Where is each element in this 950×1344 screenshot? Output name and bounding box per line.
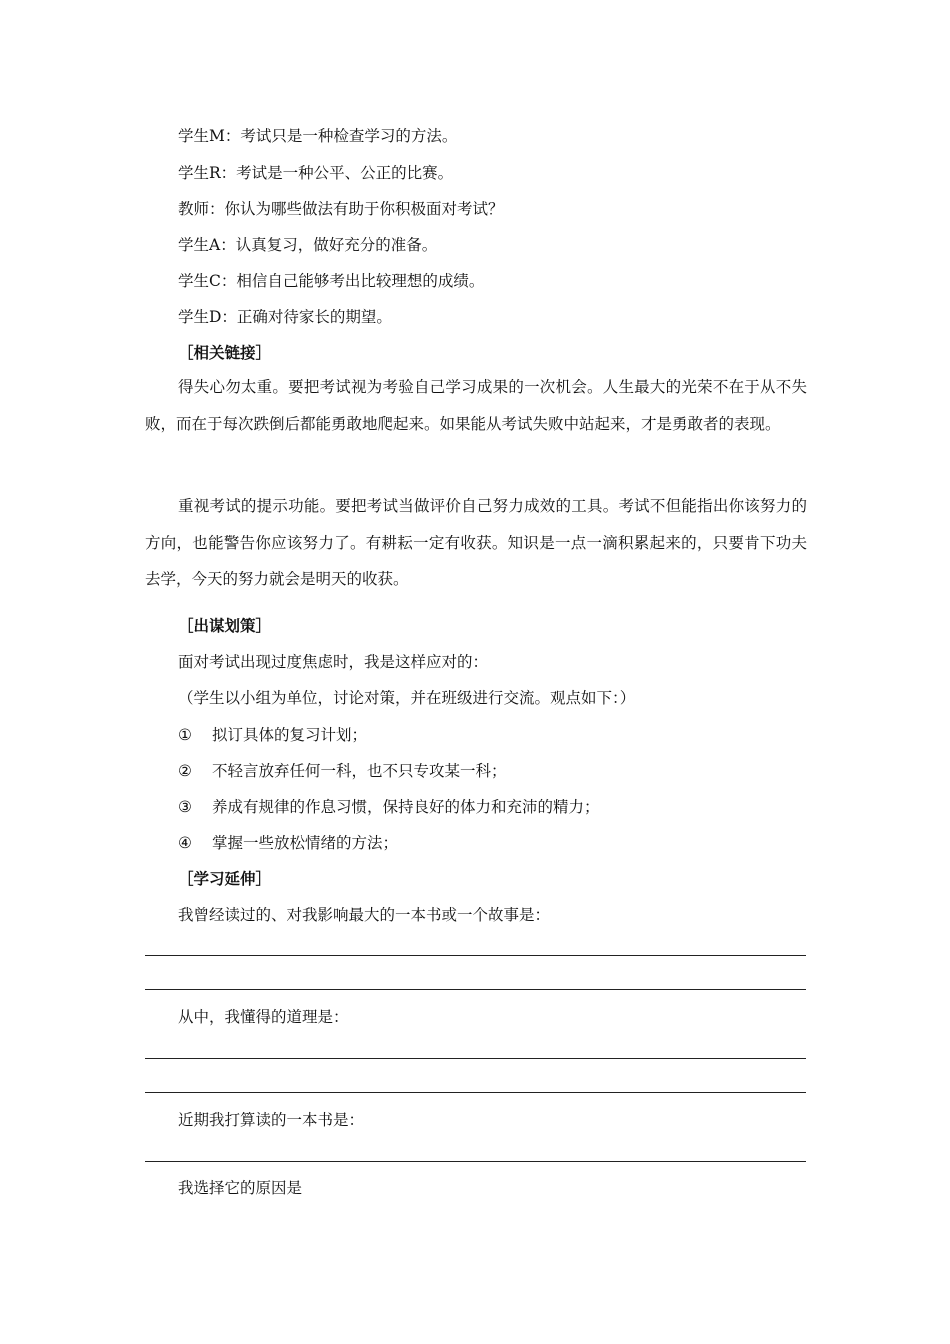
strategy-item [178,725,367,745]
dialogue-line: 学生M：考试只是一种检查学习的方法。 [178,127,458,145]
dialogue-line: 学生D：正确对待家长的期望。 [178,308,392,326]
item-text: 掌握一些放松情绪的方法； [212,834,399,852]
dialogue-line: 学生R：考试是一种公平、公正的比赛。 [178,164,454,182]
strategy-item [178,797,600,817]
item-text: 不轻言放弃任何一科，也不只专攻某一科； [212,762,507,780]
item-number: ① [178,726,192,744]
dialogue-line: 学生A：认真复习，做好充分的准备。 [178,236,438,254]
item-number: ④ [178,834,192,852]
section-heading-related: ［相关链接］ [178,343,272,362]
related-paragraph-2: 重视考试的提示功能。要把考试当做评价自己努力成效的工具。考试不但能指出你该努力的方向，也能警告你应该努力了。有耕耘一定有收获。知识是一点一滴积累起来的，只要肯下功夫去学，今天的努力就会是明天的收获。 [145,497,807,588]
answer-line[interactable] [145,1058,806,1059]
extension-prompt-reason: 我选择它的原因是 [178,1179,303,1197]
extension-prompt-plan: 近期我打算读的一本书是： [178,1111,365,1129]
answer-line[interactable] [145,955,806,956]
dialogue-line: 教师：你认为哪些做法有助于你积极面对考试？ [178,200,504,218]
item-text: 养成有规律的作息习惯，保持良好的体力和充沛的精力； [212,798,600,816]
item-text: 拟订具体的复习计划； [212,726,368,744]
section-heading-strategy: ［出谋划策］ [178,616,272,635]
item-number: ③ [178,798,192,816]
strategy-item [178,833,398,853]
strategy-note: （学生以小组为单位，讨论对策，并在班级进行交流。观点如下：） [178,689,636,707]
extension-prompt-lesson: 从中，我懂得的道理是： [178,1008,349,1026]
strategy-item [178,761,507,781]
section-heading-extension: ［学习延伸］ [178,869,272,888]
answer-line[interactable] [145,1161,806,1162]
answer-line[interactable] [145,1092,806,1093]
dialogue-line: 学生C：相信自己能够考出比较理想的成绩。 [178,272,485,290]
item-number: ② [178,762,192,780]
related-paragraph-1: 得失心勿太重。要把考试视为考验自己学习成果的一次机会。人生最大的光荣不在于从不失败，而在于每次跌倒后都能勇敢地爬起来。如果能从考试失败中站起来，才是勇敢者的表现。 [145,378,807,433]
answer-line[interactable] [145,989,806,990]
extension-prompt-book: 我曾经读过的、对我影响最大的一本书或一个故事是： [178,906,551,924]
strategy-intro: 面对考试出现过度焦虑时，我是这样应对的： [178,653,489,671]
